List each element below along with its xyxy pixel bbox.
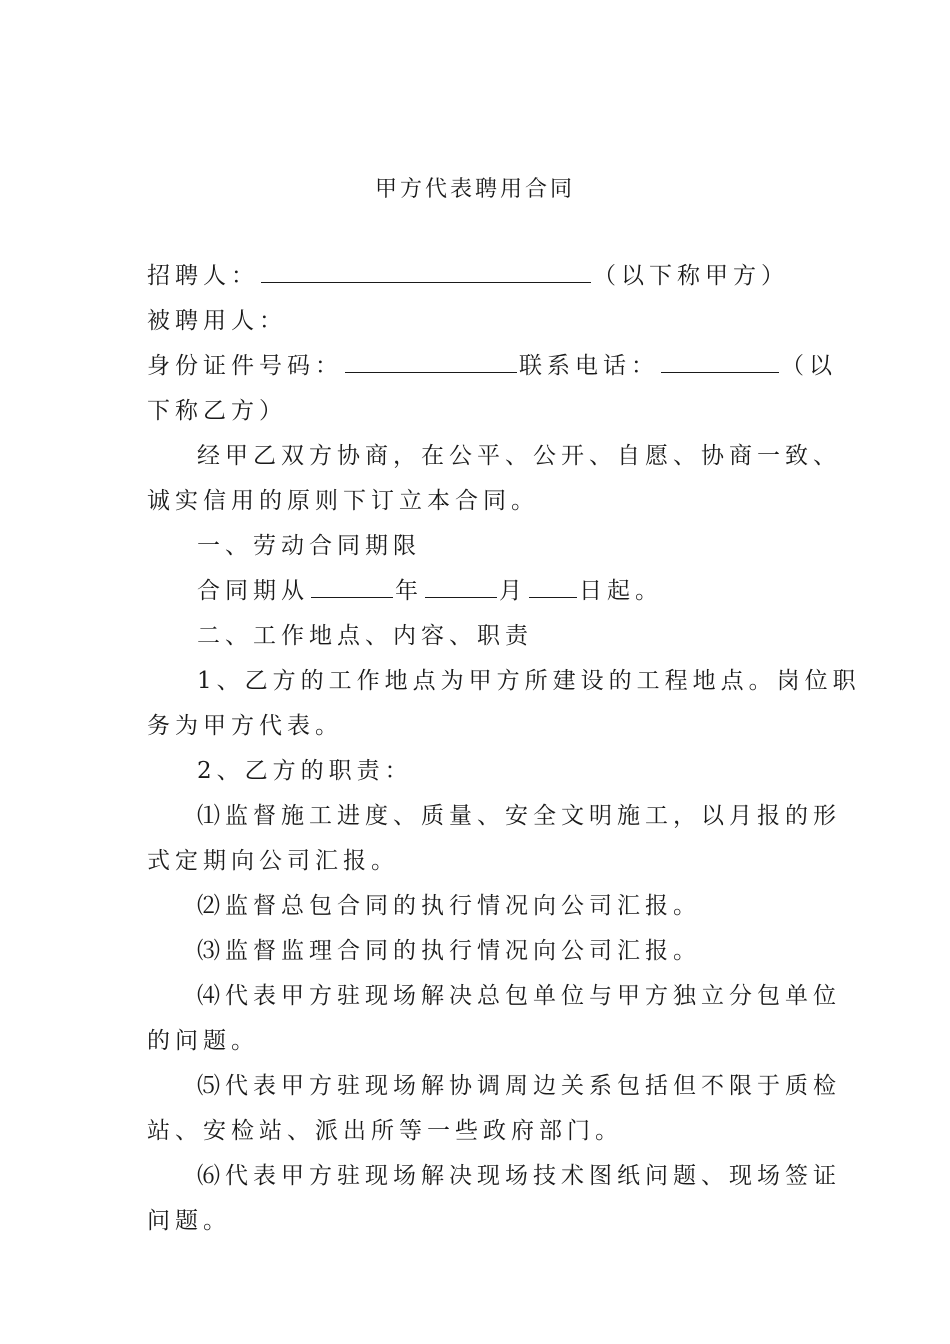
duty4-line-1: ⑷代表甲方驻现场解决总包单位与甲方独立分包单位: [197, 983, 841, 1009]
recruiter-suffix: （以下称甲方）: [593, 263, 789, 289]
item2-heading: 2、乙方的职责：: [197, 758, 413, 784]
employee-label: 被聘用人：: [147, 308, 287, 334]
term-year-label: 年: [395, 578, 423, 604]
duty2-line: ⑵监督总包合同的执行情况向公司汇报。: [197, 893, 701, 919]
intro-paragraph-line-1: 经甲乙双方协商，在公平、公开、自愿、协商一致、: [197, 443, 841, 469]
phone-blank[interactable]: [661, 350, 779, 373]
id-phone-line: [147, 350, 837, 382]
duty1-line-2: 式定期向公司汇报。: [147, 848, 399, 874]
duty5-line-1: ⑸代表甲方驻现场解协调周边关系包括但不限于质检: [197, 1073, 841, 1099]
section1-heading: 一、劳动合同期限: [197, 533, 421, 559]
term-month-blank[interactable]: [425, 575, 497, 598]
term-day-label: 日起。: [579, 578, 663, 604]
term-month-label: 月: [499, 578, 527, 604]
document-title: 甲方代表聘用合同: [374, 177, 575, 202]
phone-suffix: （以: [781, 353, 837, 379]
duty6-line-2: 问题。: [147, 1208, 231, 1234]
id-label: 身份证件号码：: [147, 353, 343, 379]
item1-line-1: 1、乙方的工作地点为甲方所建设的工程地点。岗位职: [197, 668, 861, 694]
recruiter-line: [147, 260, 817, 292]
party-b-line: [147, 395, 817, 427]
term-prefix: 合同期从: [197, 578, 309, 604]
contract-term-line: [197, 575, 867, 607]
phone-label: 联系电话：: [519, 353, 659, 379]
recruiter-label: 招聘人：: [147, 263, 259, 289]
duty1-line-1: ⑴监督施工进度、质量、安全文明施工，以月报的形: [197, 803, 841, 829]
duty3-line: ⑶监督监理合同的执行情况向公司汇报。: [197, 938, 701, 964]
duty6-line-1: ⑹代表甲方驻现场解决现场技术图纸问题、现场签证: [197, 1163, 841, 1189]
term-year-blank[interactable]: [311, 575, 393, 598]
section2-heading: 二、工作地点、内容、职责: [197, 623, 533, 649]
id-number-blank[interactable]: [345, 350, 517, 373]
party-b-suffix: 下称乙方）: [147, 398, 287, 424]
term-day-blank[interactable]: [529, 575, 577, 598]
recruiter-blank[interactable]: [261, 260, 591, 283]
duty5-line-2: 站、安检站、派出所等一些政府部门。: [147, 1118, 623, 1144]
intro-paragraph-line-2: 诚实信用的原则下订立本合同。: [147, 488, 539, 514]
item1-line-2: 务为甲方代表。: [147, 713, 343, 739]
employee-line: [147, 305, 817, 337]
duty4-line-2: 的问题。: [147, 1028, 259, 1054]
